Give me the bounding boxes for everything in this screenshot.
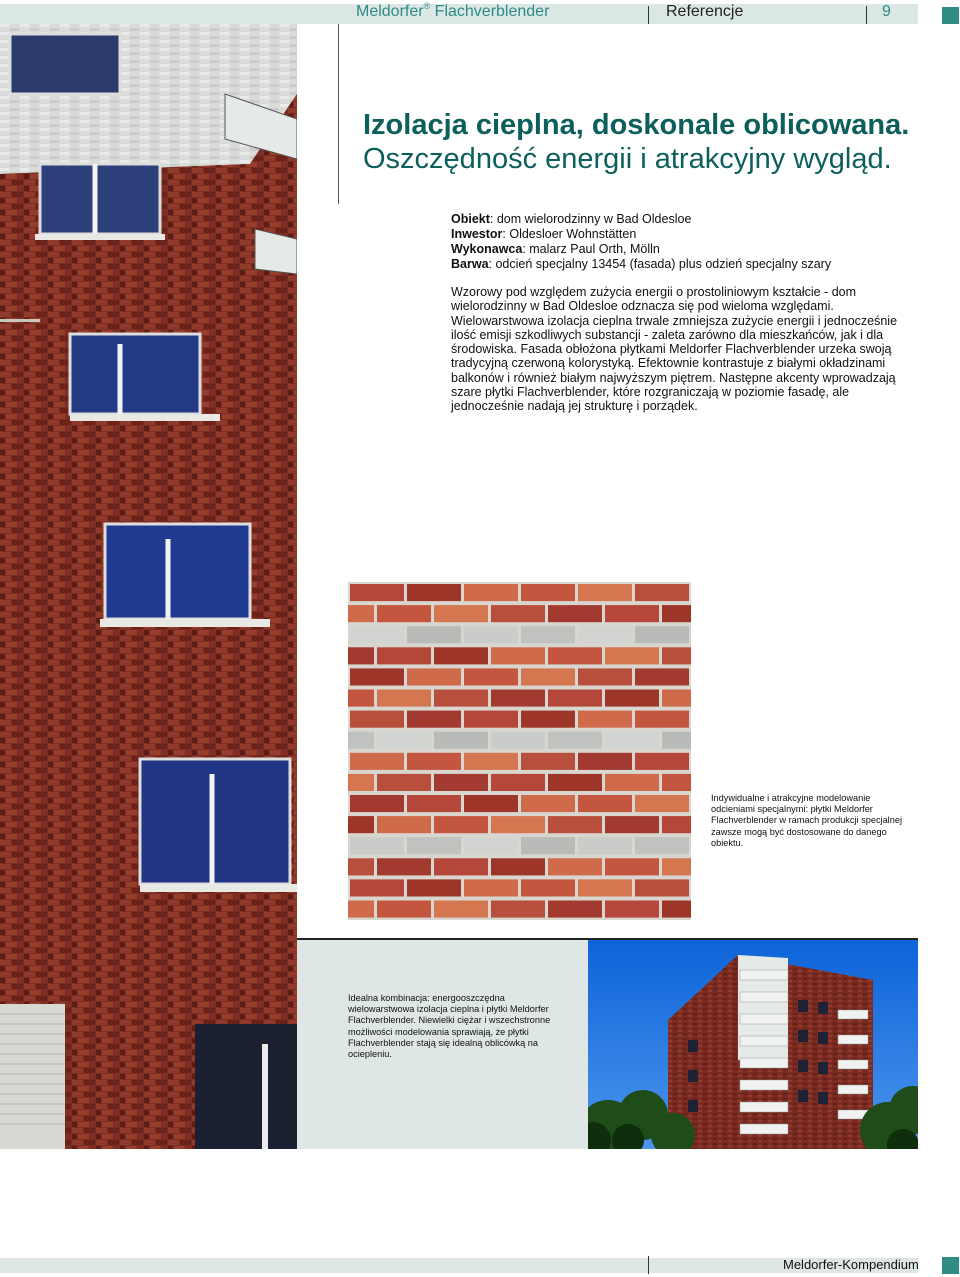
info-label: Inwestor [451,227,503,241]
brand-name: Meldorfer [356,3,424,20]
info-value: : malarz Paul Orth, Mölln [522,242,660,256]
band-caption: Idealna kombinacja: energooszczędna wielowarstwowa izolacja cieplna i płytki Meldorfer Flachverblender. Niewielki ciężar i wszechstronne możliwości modelowania sprawiają, że płytki Flachverblender stają się idealną oblicówką na ociepleniu. [348,993,551,1060]
accent-square [942,1257,959,1274]
brand-product: Flachverblender [434,3,550,20]
headline-primary: Izolacja cieplna, doskonale oblicowana. [363,109,910,141]
info-label: Wykonawca [451,242,523,256]
header-divider [866,6,867,24]
accent-square [942,7,959,24]
building-facade-photo [0,24,297,1149]
info-color [451,257,921,272]
info-object [451,212,921,227]
info-value: : dom wielorodzinny w Bad Oldesloe [489,212,692,226]
section-title: Referencje [666,3,744,20]
footer-divider [648,1256,649,1274]
registered-mark: ® [423,1,431,11]
info-value: : Oldesloer Wohnstätten [502,227,637,241]
project-info [451,212,921,272]
info-contractor [451,242,921,257]
info-value: : odcień specjalny 13454 (fasada) plus odzień specjalny szary [488,257,832,271]
brick-swatch-image [348,582,691,920]
page-number: 9 [882,3,891,20]
info-investor [451,227,921,242]
info-label: Barwa [451,257,489,271]
footer-bar [0,1258,918,1273]
building-exterior-photo [588,940,918,1149]
headline-secondary: Oszczędność energii i atrakcyjny wygląd. [363,143,892,175]
header-divider [648,6,649,24]
body-paragraph: Wzorowy pod względem zużycia energii o prostoliniowym kształcie - dom wielorodzinny w Bad Oldesloe odznacza się pod wieloma względami. Wielowarstwowa izolacja cieplna trwale zmniejsza zużycie energii i jednocześnie ilość emisji szkodliwych substancji - zaleta zarówno dla mieszkańców, jak i dla środowiska. Fasada obłożona płytkami Meldorfer Flachverblender urzeka swoją tradycyjną czerwoną kolorystyką. Efektownie kontrastuje z białymi okładzinami balkonów i również białym najwyższym piętrem. Następne akcenty wprowadzają szare płytki Flachverblender, które rozgraniczają w poziomie fasadę, ale jednocześnie nadają jej strukturę i porządek. [451,285,898,414]
vertical-rule [338,24,339,204]
swatch-caption: Indywidualne i atrakcyjne modelowanie odcieniami specjalnymi: płytki Meldorfer Flachverblender w ramach produkcji specjalnej zawsze mogą być dostosowane do danego obiektu. [711,793,902,848]
header-brand [356,3,549,21]
info-label: Obiekt [451,212,490,226]
footer-title: Meldorfer-Kompendium [783,1257,919,1272]
